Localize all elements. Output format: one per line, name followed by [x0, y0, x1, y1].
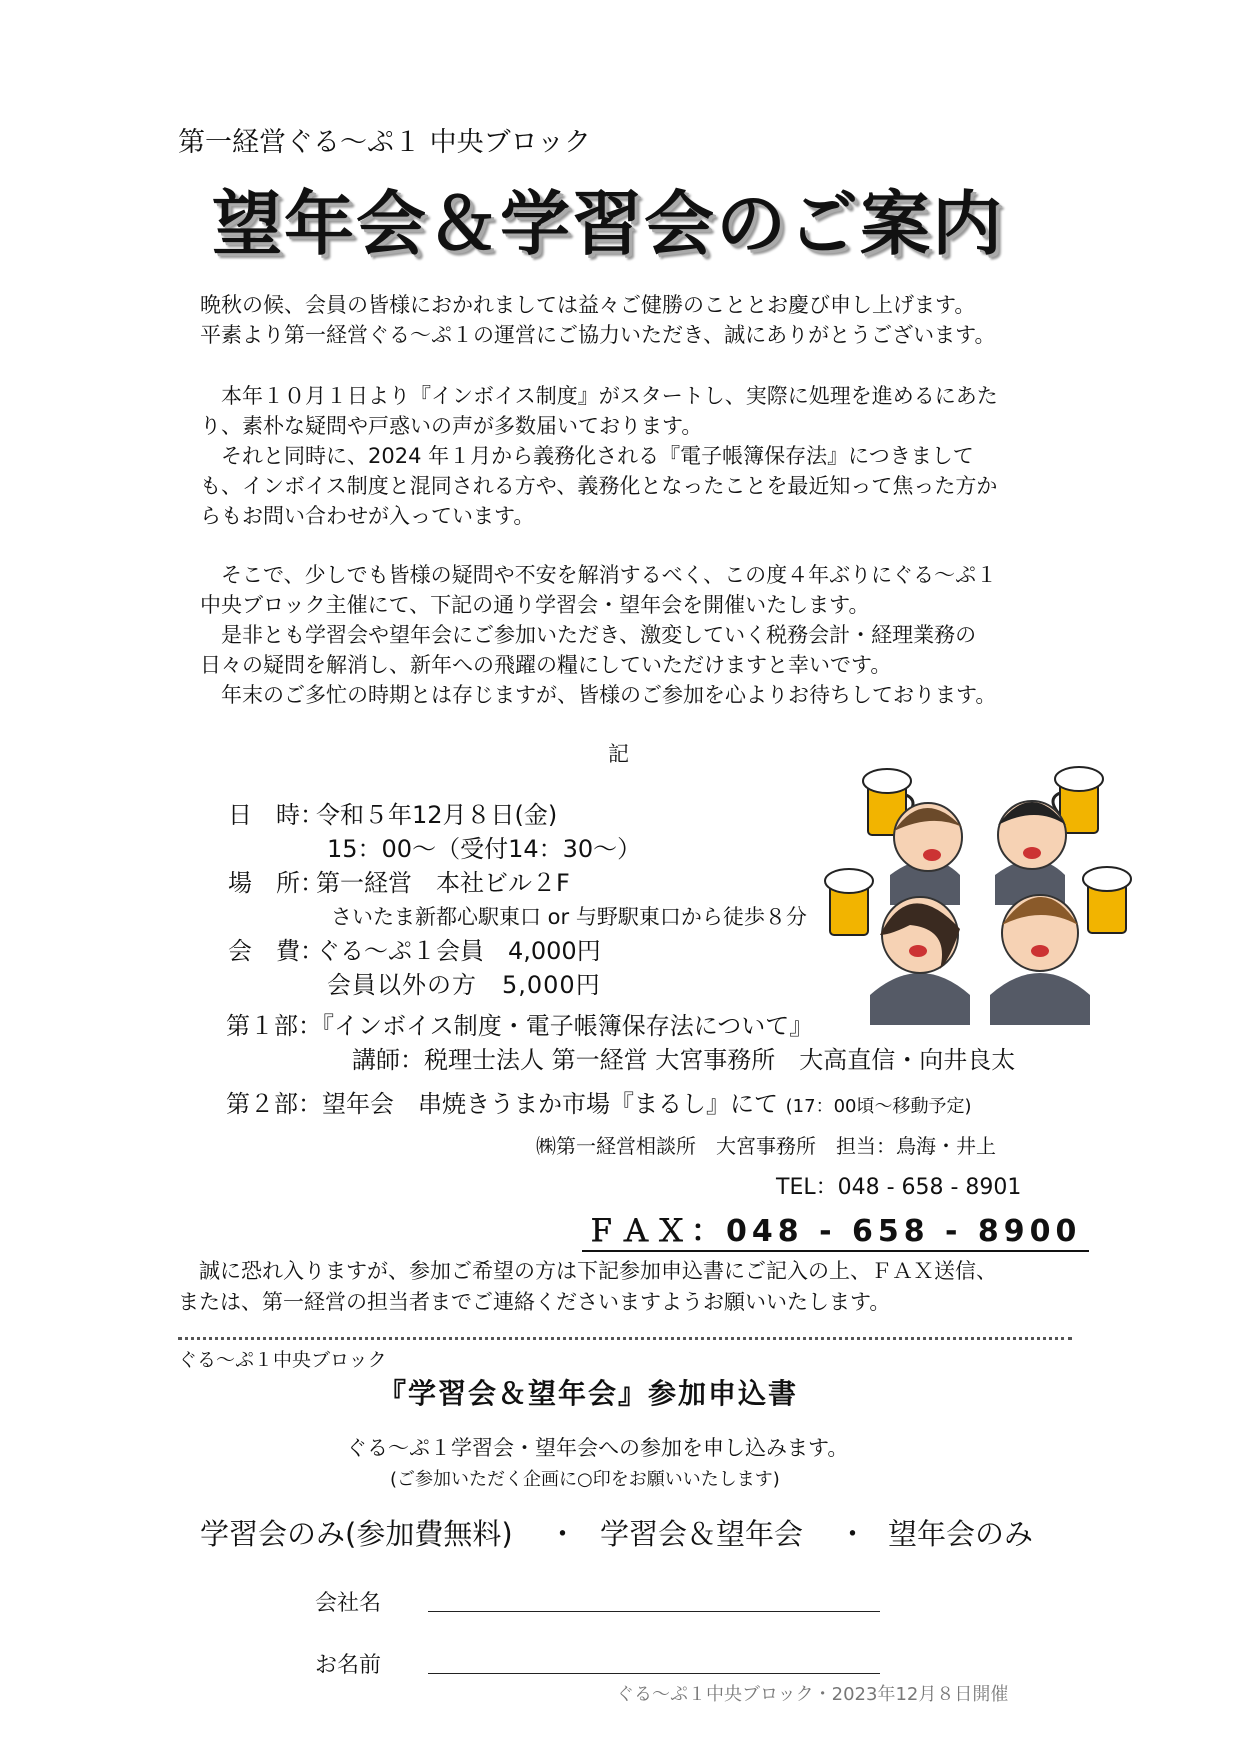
- option-party-only[interactable]: 望年会のみ: [888, 1517, 1034, 1551]
- time-value: 15：00～（受付14：30～）: [327, 835, 642, 863]
- option-study-only[interactable]: 学習会のみ(参加費無料): [200, 1517, 513, 1551]
- ki-marker: 記: [608, 742, 629, 766]
- date-value: 令和５年12月８日(金): [316, 801, 558, 829]
- part1-text: 第１部：『インボイス制度・電子帳簿保存法について』: [226, 1012, 814, 1040]
- place-value: 第一経営 本社ビル２F: [316, 869, 570, 897]
- lecturer-text: 講師：税理士法人 第一経営 大宮事務所 大高直信・向井良太: [352, 1046, 1016, 1074]
- form-intro: ぐる～ぷ１学習会・望年会への参加を申し込みます。: [346, 1436, 849, 1460]
- paragraph-line: 是非とも学習会や望年会にご参加いただき、激変していく税務会計・経理業務の: [200, 623, 977, 647]
- paragraph-line: そこで、少しでも皆様の疑問や不安を解消するべく、この度４年ぶりにぐる～ぷ１: [200, 563, 998, 587]
- invoice-paragraph: [200, 381, 998, 531]
- greeting-line: 平素より第一経営ぐる～ぷ１の運営にご協力いただき、誠にありがとうございます。: [200, 323, 996, 347]
- name-label: お名前: [315, 1653, 382, 1678]
- fee-other-value: 会員以外の方 5,000円: [327, 971, 601, 999]
- paragraph-line: 誠に恐れ入りますが、参加ご希望の方は下記参加申込書にご記入の上、ＦＡＸ送信、: [178, 1259, 997, 1283]
- tel-number: TEL：048 - 658 - 8901: [776, 1175, 1022, 1200]
- person-icon: [990, 895, 1090, 1025]
- beer-mug-icon: [825, 869, 873, 935]
- paragraph-line: り、素朴な疑問や戸惑いの声が多数届いております。: [200, 414, 703, 438]
- cut-line-divider: [178, 1337, 1072, 1340]
- part2-text: 第２部：望年会 串焼きうまか市場『まるし』にて: [226, 1090, 778, 1118]
- person-icon: [890, 803, 962, 905]
- paragraph-line: 年末のご多忙の時期とは存じますが、皆様のご参加を心よりお待ちしております。: [200, 683, 997, 707]
- greeting-paragraph: [200, 290, 995, 350]
- name-input-line[interactable]: [428, 1673, 880, 1674]
- paragraph-line: も、インボイス制度と混同される方や、義務化となったことを最近知って焦った方か: [200, 474, 998, 498]
- place-label: 場 所：: [228, 869, 324, 897]
- paragraph-line: または、第一経営の担当者までご連絡くださいますようお願いいたします。: [178, 1290, 891, 1314]
- event-paragraph: [200, 560, 997, 710]
- greeting-line: 晩秋の候、会員の皆様におかれましては益々ご健勝のこととお慶び申し上げます。: [200, 293, 976, 317]
- footer-text: ぐる～ぷ１中央ブロック・2023年12月８日開催: [616, 1684, 1009, 1705]
- date-label: 日 時：: [228, 801, 324, 829]
- closing-paragraph: [178, 1256, 997, 1318]
- option-separator: ・: [838, 1517, 868, 1551]
- fax-number: ＦＡＸ：048 - 658 - 8900: [582, 1206, 1089, 1252]
- person-icon: [995, 801, 1066, 905]
- option-separator: ・: [548, 1517, 578, 1551]
- paragraph-line: 本年１０月１日より『インボイス制度』がスタートし、実際に処理を進めるにあた: [200, 384, 998, 408]
- company-label: 会社名: [315, 1591, 382, 1616]
- access-value: さいたま新都心駅東口 or 与野駅東口から徒歩８分: [331, 905, 807, 929]
- organizer-heading: 第一経営ぐる～ぷ１ 中央ブロック: [178, 127, 592, 158]
- paragraph-line: 中央ブロック主催にて、下記の通り学習会・望年会を開催いたします。: [200, 593, 870, 617]
- form-note: (ご参加いただく企画に○印をお願いいたします): [390, 1469, 780, 1490]
- beer-mug-icon: [1083, 867, 1131, 933]
- paragraph-line: らもお問い合わせが入っています。: [200, 504, 535, 528]
- fee-member-value: ぐる～ぷ１会員 4,000円: [316, 937, 601, 965]
- event-details: [228, 798, 807, 1002]
- paragraph-line: それと同時に、2024 年１月から義務化される『電子帳簿保存法』につきまして: [200, 444, 974, 468]
- form-organizer: ぐる～ぷ１中央ブロック: [178, 1349, 387, 1371]
- office-contact: ㈱第一経営相談所 大宮事務所 担当：鳥海・井上: [536, 1134, 996, 1158]
- fee-label: 会 費：: [228, 937, 324, 965]
- option-study-and-party[interactable]: 学習会＆望年会: [600, 1517, 804, 1551]
- part2-line: [226, 1084, 972, 1119]
- form-title: 『学習会＆望年会』参加申込書: [378, 1377, 799, 1410]
- part2-note: (17：00頃～移動予定): [785, 1096, 972, 1117]
- page-title: 望年会＆学習会のご案内: [212, 183, 1004, 265]
- toast-illustration: [820, 745, 1140, 1025]
- person-icon: [870, 897, 970, 1025]
- company-input-line[interactable]: [428, 1611, 880, 1612]
- paragraph-line: 日々の疑問を解消し、新年への飛躍の糧にしていただけますと幸いです。: [200, 653, 892, 677]
